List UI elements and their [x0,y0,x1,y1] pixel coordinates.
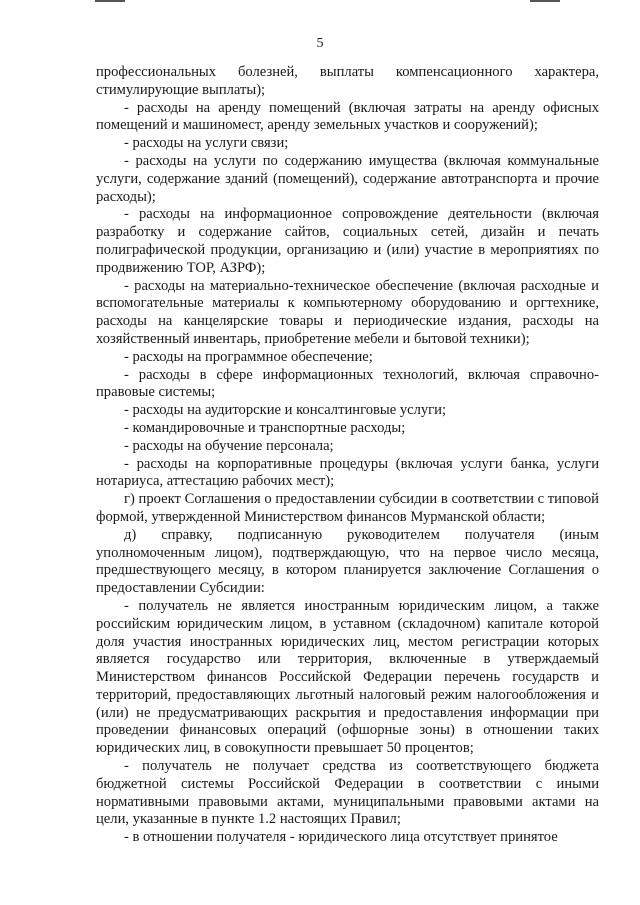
paragraph: профессиональных болезней, выплаты компенсационного характера, стимулирующие выплаты); [96,64,599,98]
paragraph: д) справку, подписанную руководителем получателя (иным уполномоченным лицом), подтверждающую, что на первое число месяца, предшествующего месяцу, в котором планируется заключение Соглашения о предоставлении Субсидии: [96,526,599,597]
scan-edge-mark-right [530,0,560,2]
document-body [96,64,599,847]
paragraph: - получатель не является иностранным юридическим лицом, а также российским юридическим лицом, в уставном (складочном) капитале которой доля участия иностранных юридических лиц, местом регистрации которых является государство или территория, включенные в утверждаемый Министерством финансов Российской Федерации перечень государств и территорий, предоставляющих льготный налоговый режим налогообложения и (или) не предусматривающих раскрытия и предоставления информации при проведении финансовых операций (офшорные зоны) в отношении таких юридических лиц, в совокупности превышает 50 процентов; [96,597,599,757]
page-number: 5 [316,36,324,51]
paragraph: - в отношении получателя - юридического лица отсутствует принятое [124,829,558,846]
paragraph: - расходы на услуги по содержанию имущества (включая коммунальные услуги, содержание зданий (помещений), содержание автотранспорта и прочие расходы); [96,152,599,205]
paragraph: - расходы на программное обеспечение; [124,348,373,365]
paragraph: - расходы на корпоративные процедуры (включая услуги банка, услуги нотариуса, аттестацию рабочих мест); [96,455,599,490]
paragraph: - расходы на аренду помещений (включая затраты на аренду офисных помещений и машиномест, аренду земельных участков и сооружений); [96,99,599,134]
paragraph: - командировочные и транспортные расходы; [124,419,406,436]
paragraph: - расходы на обучение персонала; [124,437,334,454]
paragraph: г) проект Соглашения о предоставлении субсидии в соответствии с типовой формой, утвержденной Министерством финансов Мурманской области; [96,491,599,525]
scan-edge-mark-left [95,0,125,2]
paragraph: - расходы на услуги связи; [124,135,289,152]
paragraph: - получатель не получает средства из соответствующего бюджета бюджетной системы Российской Федерации в соответствии с иными нормативными правовыми актами, муниципальными правовыми актами на цели, указанные в пункте 1.2 настоящих Правил; [96,758,599,828]
paragraph: - расходы на аудиторские и консалтинговые услуги; [124,402,447,419]
paragraph: - расходы на материально-техническое обеспечение (включая расходные и вспомогательные материалы к компьютерному оборудованию и оргтехнике, расходы на канцелярские товары и периодические издания, расходы на хозяйственный инвентарь, приобретение мебели и бытовой техники); [96,277,599,347]
paragraph: - расходы на информационное сопровождение деятельности (включая разработку и содержание сайтов, социальных сетей, дизайн и печать полиграфической продукции, организацию и (или) участие в мероприятиях по продвижению ТОР, АЗРФ); [96,206,599,276]
paragraph: - расходы в сфере информационных технологий, включая справочно-правовые системы; [96,366,599,401]
